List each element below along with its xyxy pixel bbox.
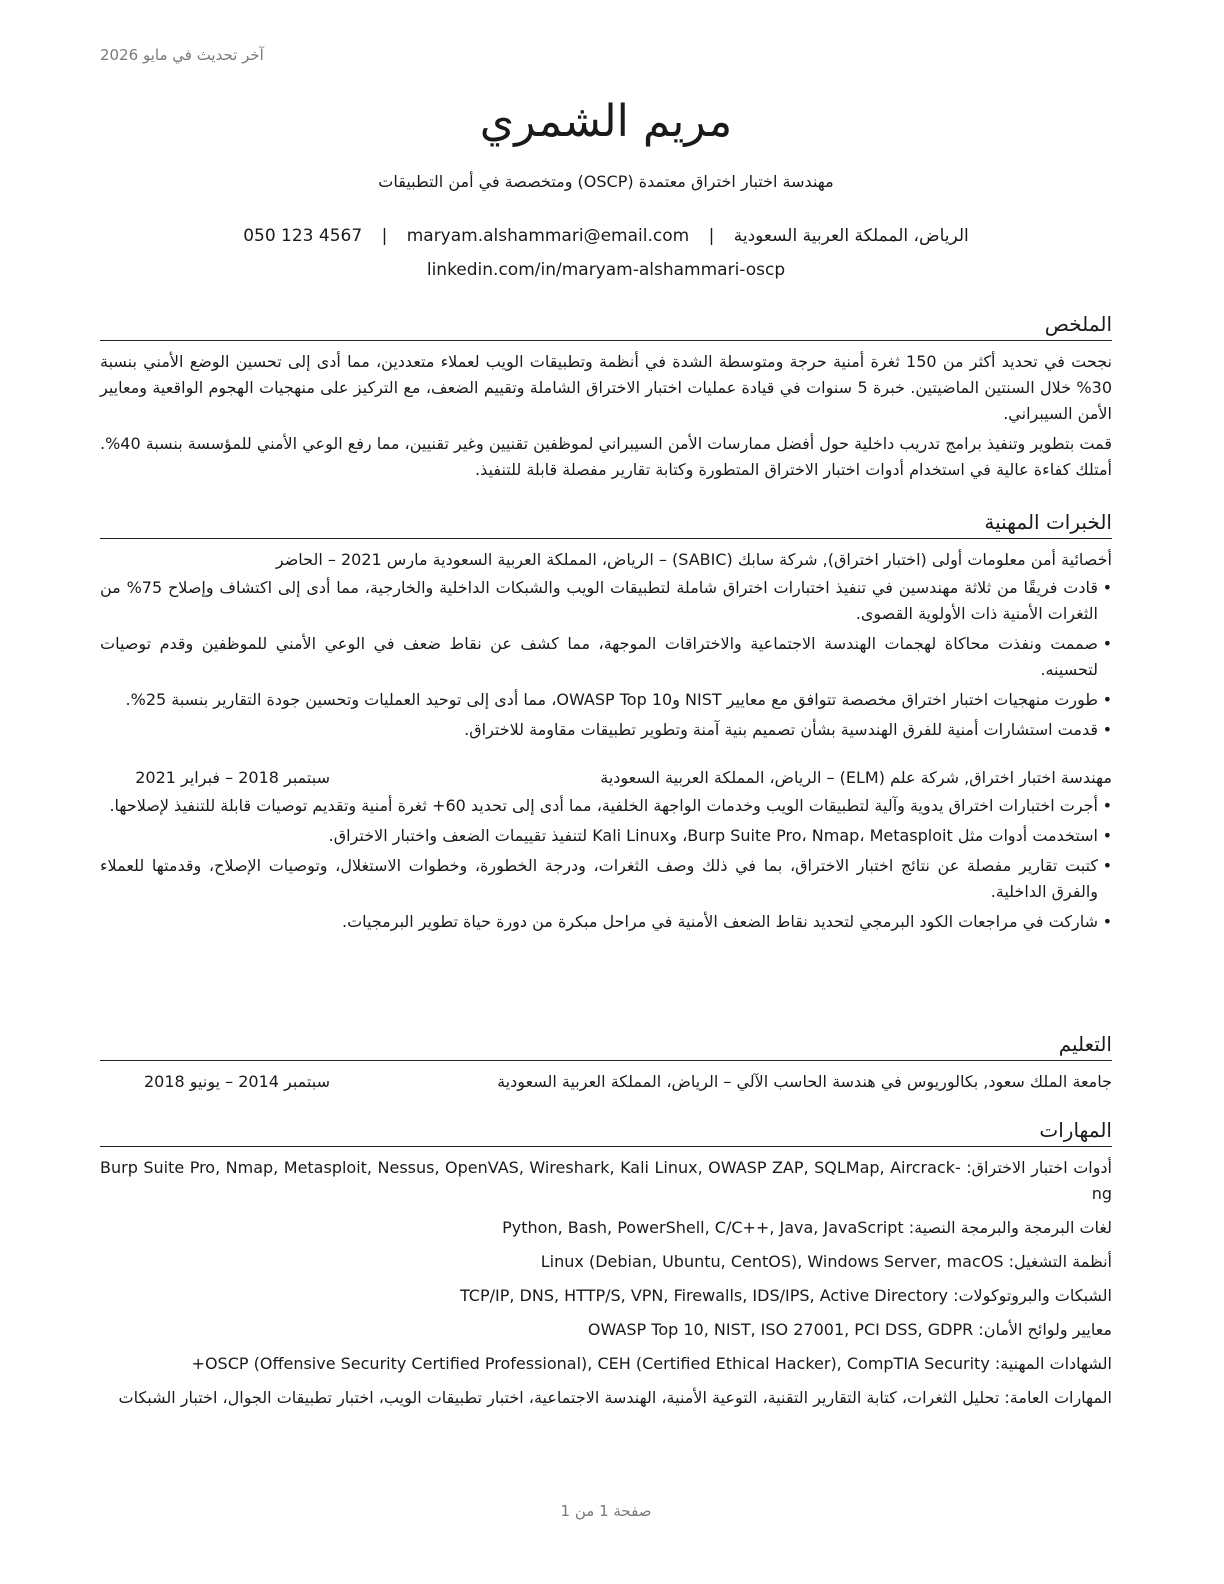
list-item: • طورت منهجيات اختبار اختراق مخصصة تتوافق مع معايير NIST وOWASP Top 10، مما أدى إلى توحيد العمليات وتحسين جودة التقارير بنسبة 25%.: [100, 687, 1112, 713]
list-item: • قادت فريقًا من ثلاثة مهندسين في تنفيذ اختبارات اختراق شاملة لتطبيقات الويب والشبكات الداخلية والخارجية، مما أدى إلى اكتشاف وإصلاح 75% من الثغرات الأمنية ذات الأولوية القصوى.: [100, 575, 1112, 627]
skill-line: معايير ولوائح الأمان: OWASP Top 10, NIST, ISO 27001, PCI DSS, GDPR: [587, 1320, 1112, 1339]
skill-line: الشبكات والبروتوكولات: TCP/IP, DNS, HTTP/S, VPN, Firewalls, IDS/IPS, Active Directory: [459, 1286, 1112, 1305]
contact-separator: |: [381, 226, 388, 246]
skills-section: [100, 1116, 1112, 1419]
skill-line: أدوات اختبار الاختراق: Burp Suite Pro, Nmap, Metasploit, Nessus, OpenVAS, Wireshark, Kali Linux, OWASP ZAP, SQLMap, Aircrack-ng: [100, 1158, 1113, 1203]
job-bullets: [100, 793, 1112, 935]
section-title-skills: المهارات: [100, 1116, 1112, 1147]
list-item: • أجرت اختبارات اختراق يدوية وآلية لتطبيقات الويب وخدمات الواجهة الخلفية، مما أدى إلى تحديد 60+ ثغرة أمنية وتقديم توصيات قابلة للتنفيذ لإصلاحها.: [100, 793, 1112, 819]
job-heading: [100, 547, 1112, 573]
skill-line: الشهادات المهنية: OSCP (Offensive Security Certified Professional), CEH (Certified Ethical Hacker), CompTIA Security+: [191, 1354, 1112, 1373]
candidate-name: مريم الشمري: [479, 96, 733, 147]
section-title-education: التعليم: [100, 1030, 1112, 1061]
skill-line: لغات البرمجة والبرمجة النصية: Python, Bash, PowerShell, C/C++, Java, JavaScript: [502, 1218, 1112, 1237]
email-link[interactable]: maryam.alshammari@email.com: [406, 226, 690, 246]
contact-separator: |: [708, 226, 715, 246]
education-dates: سبتمبر 2014 – يونيو 2018: [143, 1072, 330, 1091]
section-title-experience: الخبرات المهنية: [100, 508, 1112, 539]
contact-line: [100, 222, 1112, 250]
list-item: • صممت ونفذت محاكاة لهجمات الهندسة الاجتماعية والاختراقات الموجهة، مما كشف عن نقاط ضعف في الوعي الأمني للموظفين وقدم توصيات لتحسينه.: [100, 631, 1112, 683]
job-heading: [100, 765, 1112, 791]
education-section: [100, 1030, 1112, 1097]
linkedin-link[interactable]: linkedin.com/in/maryam-alshammari-oscp: [426, 260, 786, 280]
summary-paragraph: نجحت في تحديد أكثر من 150 ثغرة أمنية حرجة ومتوسطة الشدة في أنظمة وتطبيقات الويب لعملاء متعددين، مما أدى إلى تحسين الوضع الأمني بنسبة 30% خلال السنتين الماضيتين. خبرة 5 سنوات في قيادة عمليات اختبار الاختراق الشاملة وتقييم الضعف، مع التركيز على منهجيات الهجوم الواقعية ومعايير الأمن السيبراني.: [100, 352, 1112, 423]
list-item: • شاركت في مراجعات الكود البرمجي لتحديد نقاط الضعف الأمنية في مراحل مبكرة من دورة حياة تطوير البرمجيات.: [100, 909, 1112, 935]
summary-paragraph: قمت بتطوير وتنفيذ برامج تدريب داخلية حول أفضل ممارسات الأمن السيبراني لموظفين تقنيين وغير تقنيين، مما رفع الوعي الأمني للمؤسسة بنسبة 40%. أمتلك كفاءة عالية في استخدام أدوات اختبار الاختراق المتطورة وكتابة تقارير مفصلة قابلة للتنفيذ.: [100, 434, 1112, 479]
section-title-summary: الملخص: [100, 310, 1112, 341]
list-item: • كتبت تقارير مفصلة عن نتائج اختبار الاختراق، بما في ذلك وصف الثغرات، ودرجة الخطورة، وخطوات الاستغلال، وتوصيات الإصلاح، وقدمتها للعملاء والفرق الداخلية.: [100, 853, 1112, 905]
headline: مهندسة اختبار اختراق معتمدة (OSCP) ومتخصصة في أمن التطبيقات: [378, 172, 834, 191]
resume-page: [100, 0, 1112, 1584]
phone: 050 123 4567: [243, 226, 363, 246]
experience-section: [100, 508, 1112, 939]
summary-section: [100, 310, 1112, 487]
location: الرياض، المملكة العربية السعودية: [733, 226, 969, 246]
job-title-company: أخصائية أمن معلومات أولى (اختبار اختراق), شركة سابك (SABIC) – الرياض، المملكة العربية السعودية مارس 2021 – الحاضر: [275, 550, 1112, 569]
skill-line: المهارات العامة: تحليل الثغرات، كتابة التقارير التقنية، التوعية الأمنية، الهندسة الاجتماعية، اختبار تطبيقات الويب، اختبار تطبيقات الجوال، اختبار الشبكات: [118, 1388, 1112, 1407]
list-item: • قدمت استشارات أمنية للفرق الهندسية بشأن تصميم بنية آمنة وتطوير تطبيقات مقاومة للاختراق.: [100, 717, 1112, 743]
job-title-company: مهندسة اختبار اختراق, شركة علم (ELM) – الرياض، المملكة العربية السعودية: [600, 768, 1112, 787]
last-updated: آخر تحديث في مايو 2026: [100, 46, 264, 64]
education-heading: جامعة الملك سعود, بكالوريوس في هندسة الحاسب الآلي – الرياض، المملكة العربية السعودية: [497, 1072, 1112, 1091]
job-dates: سبتمبر 2018 – فبراير 2021: [135, 768, 330, 787]
education-entry: [100, 1069, 1112, 1095]
skill-line: أنظمة التشغيل: Linux (Debian, Ubuntu, CentOS), Windows Server, macOS: [540, 1252, 1112, 1271]
linkedin-line: [100, 256, 1112, 284]
job-bullets: [100, 575, 1112, 743]
list-item: • استخدمت أدوات مثل Burp Suite Pro، Nmap، Metasploit، وKali Linux لتنفيذ تقييمات الضعف واختبار الاختراق.: [100, 823, 1112, 849]
page-footer: صفحة 1 من 1: [560, 1502, 652, 1520]
